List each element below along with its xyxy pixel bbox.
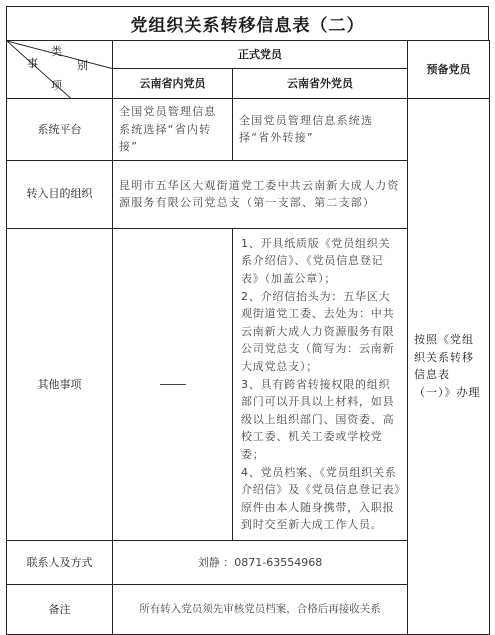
corner-label-category-bottom: 别 xyxy=(77,59,88,72)
info-sheet xyxy=(6,6,489,616)
note-label: 备注 xyxy=(7,584,113,634)
other-item: 1、开具纸质版《党员组织关系介绍信》、《党员信息登记表》（加盖公章）； xyxy=(241,236,391,285)
target-org-label: 转入目的组织 xyxy=(7,160,113,228)
target-org-value: 昆明市五华区大观街道党工委中共云南新大成人力资源服务有限公司党总支（第一支部、第二支部） xyxy=(113,160,408,228)
probationary-instruction: 按照《党组织关系转移信息表（一）》办理 xyxy=(414,333,481,400)
corner-label-item-top: 事 xyxy=(27,57,38,70)
not-applicable-dash xyxy=(160,384,186,385)
contact-value: 刘静 ：0871-63554968 xyxy=(113,540,408,584)
info-table xyxy=(6,40,490,635)
probationary-members-header: 预备党员 xyxy=(408,41,490,99)
note-value: 所有转入党员须先审核党员档案，合格后再接收关系 xyxy=(113,584,408,634)
contact-label: 联系人及方式 xyxy=(7,540,113,584)
other-item: 3、具有跨省转接权限的组织部门可以开具以上材料，如县级以上组织部门、国资委、高校工委、机关工委或学校党委； xyxy=(241,377,395,461)
other-in-province xyxy=(113,228,233,540)
corner-label-category-top: 类 xyxy=(51,45,62,58)
formal-members-header: 正式党员 xyxy=(113,41,408,69)
other-item: 2、介绍信抬头为：五华区大观街道党工委、去处为：中共云南新大成人力资源服务有限公司党总支（简写为：云南新大成党总支）； xyxy=(241,289,395,373)
in-province-header: 云南省内党员 xyxy=(113,69,233,99)
platform-in-province: 全国党员管理信息系统选择“省内转接” xyxy=(113,99,233,161)
other-label: 其他事项 xyxy=(7,228,113,540)
other-item: 4、党员档案、《党员组织关系介绍信》及《党员信息登记表》原件由本人随身携带，入职报到时交至新大成工作人员。 xyxy=(241,465,401,532)
corner-header-cell xyxy=(7,41,113,99)
corner-label-item-bottom: 项 xyxy=(51,79,62,92)
probationary-cell xyxy=(408,99,490,635)
header-row-1 xyxy=(7,41,490,69)
page-title: 党组织关系转移信息表（二） xyxy=(6,6,489,40)
platform-out-province: 全国党员管理信息系统选择“省外转接” xyxy=(233,99,408,161)
other-out-province xyxy=(233,228,408,540)
platform-label: 系统平台 xyxy=(7,99,113,161)
platform-row xyxy=(7,99,490,161)
out-province-header: 云南省外党员 xyxy=(233,69,408,99)
